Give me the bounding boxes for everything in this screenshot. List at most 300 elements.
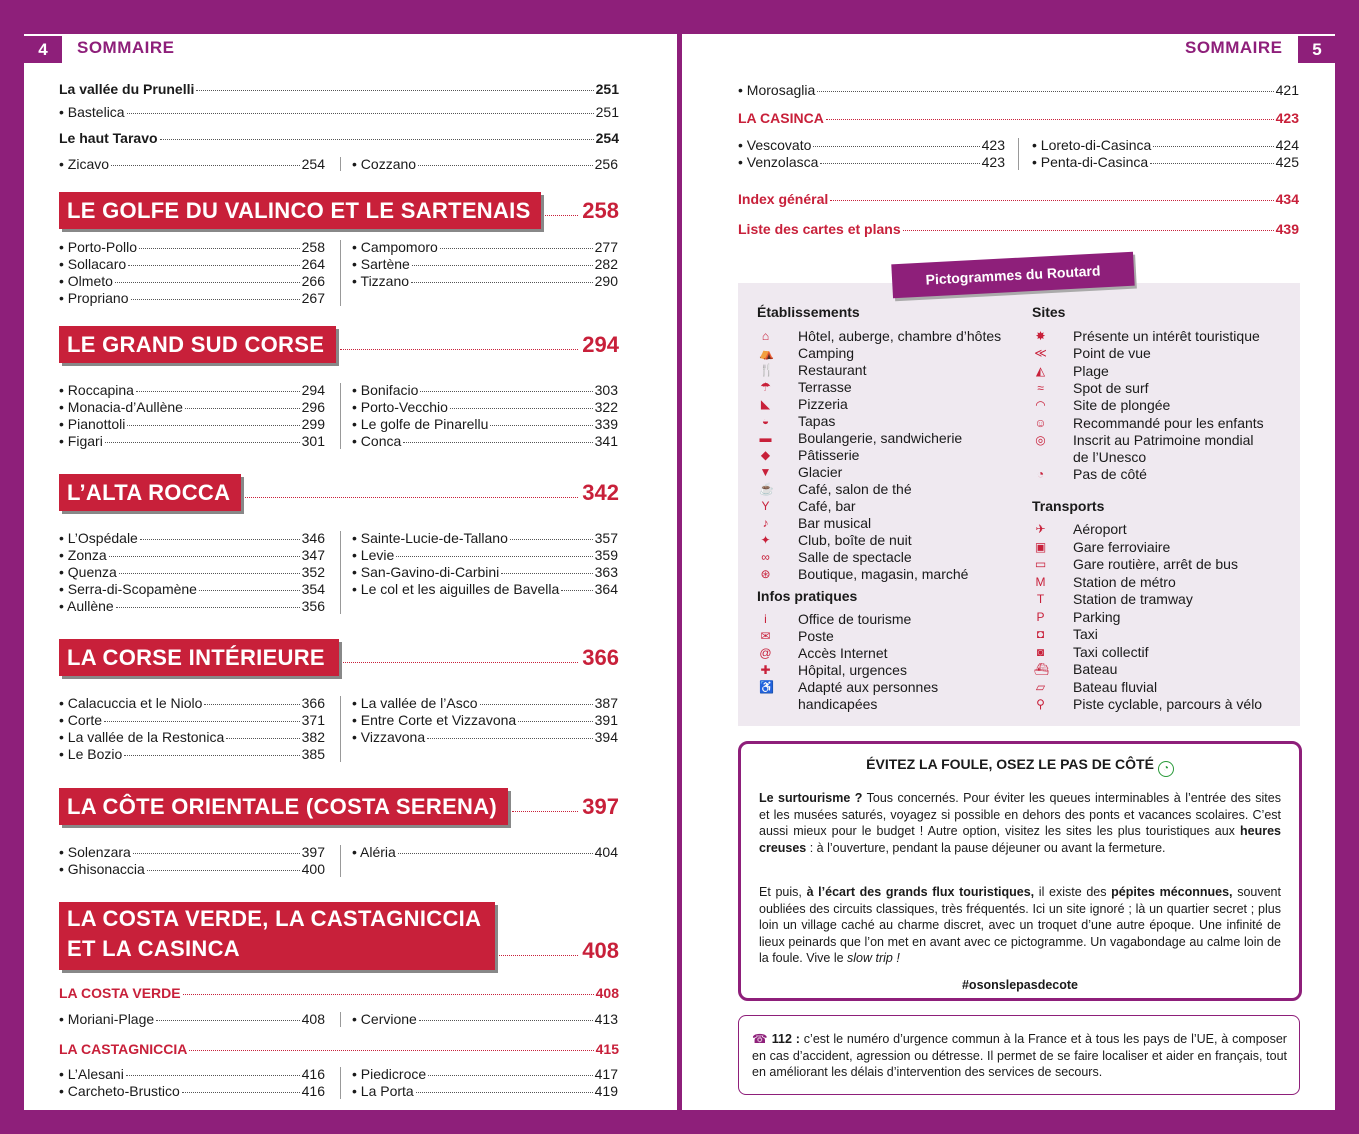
toc-entry	[352, 256, 618, 272]
tea-icon: ☕	[759, 482, 774, 496]
leader-dots	[820, 163, 979, 164]
toc-entry	[59, 712, 325, 728]
toc-entry-page: 419	[594, 1083, 618, 1099]
column-separator	[340, 383, 341, 449]
leader-dots	[826, 119, 1274, 120]
toc-entry-morosaglia	[738, 82, 1299, 98]
toc-entry	[352, 695, 618, 711]
avoid-paragraph-2	[759, 884, 1281, 967]
leader-dots	[109, 556, 300, 557]
leader-dots	[1150, 163, 1273, 164]
p1-bold: heures creuses	[759, 824, 1281, 855]
toc-entry-label: • Cervione	[352, 1011, 417, 1027]
leader-dots	[196, 90, 593, 91]
toc-entry	[59, 547, 325, 563]
etab-heading: Établissements	[757, 304, 860, 320]
toc-entry-page: 408	[301, 1011, 325, 1027]
toc-entry-label: • Sollacaro	[59, 256, 127, 272]
hotel-icon: ⌂	[761, 329, 770, 343]
pictogram-label: Gare ferroviaire	[1073, 538, 1171, 555]
toc-entry-page: 267	[301, 290, 325, 306]
leader-dots	[480, 704, 593, 705]
toc-entry	[59, 1066, 325, 1082]
section-page: 342	[582, 480, 619, 505]
column-separator	[340, 696, 341, 762]
toc-entry-label: • Sainte-Lucie-de-Tallano	[352, 530, 508, 546]
toc-entry-label: • Le col et les aiguilles de Bavella	[352, 581, 560, 597]
emergency-box	[738, 1015, 1300, 1095]
leader-dots	[185, 408, 300, 409]
toc-entry	[352, 712, 618, 728]
toc-entry-label: • Levie	[352, 547, 395, 563]
toc-entry-page: 303	[594, 382, 618, 398]
restaurant-icon: 🍴	[759, 363, 774, 377]
leader-dots	[183, 994, 594, 995]
leader-dots	[128, 265, 299, 266]
leader-dots	[450, 408, 593, 409]
pictogram-label: Point de vue	[1073, 345, 1151, 362]
toc-entry-page: 251	[595, 104, 619, 120]
leader-dots	[1153, 146, 1273, 147]
leader-dots	[199, 590, 300, 591]
section-page: 397	[582, 794, 619, 819]
toc-entry-label: • L’Alesani	[59, 1066, 124, 1082]
toc-entry	[59, 598, 325, 614]
pictogram-label: Parking	[1073, 608, 1121, 625]
tapas-icon: ◒	[761, 414, 770, 428]
column-separator	[340, 1067, 341, 1099]
leader-dots	[510, 539, 593, 540]
leader-dots	[116, 607, 300, 608]
pastry-icon: ◆	[760, 448, 771, 462]
toc-entry-label: • Le golfe de Pinarellu	[352, 416, 489, 432]
leader-dots	[127, 425, 299, 426]
pictogram-label: Glacier	[798, 464, 843, 480]
hashtag: #osonslepasdecote	[961, 978, 1078, 992]
info-icon: i	[764, 612, 767, 626]
toc-entry-page: 254	[301, 156, 325, 172]
airport-icon: ✈	[1035, 522, 1046, 536]
left-header: SOMMAIRE	[77, 38, 175, 57]
leader-dots	[226, 738, 299, 739]
toc-entry	[738, 154, 1005, 170]
toc-entry	[352, 564, 618, 580]
toc-entry-page: 400	[301, 861, 325, 877]
section-banner	[59, 788, 508, 825]
leader-dots	[817, 91, 1273, 92]
pictogram-label: Site de plongée	[1073, 397, 1171, 414]
shop-icon: ⊛	[760, 567, 771, 581]
emergency-lead: 112 :	[771, 1032, 800, 1046]
toc-entry-label: LA COSTA VERDE	[59, 985, 181, 1001]
leader-dots	[111, 165, 300, 166]
leader-dots	[182, 1092, 300, 1093]
dive-icon: ◠	[1035, 398, 1046, 413]
toc-entry-page: 359	[594, 547, 618, 563]
toc-entry-label: • San-Gavino-di-Carbini	[352, 564, 500, 580]
toc-entry-index	[738, 191, 1299, 207]
phone-icon: ☎	[752, 1032, 768, 1046]
pictogram-label: Café, salon de thé	[798, 481, 912, 497]
toc-entry	[352, 399, 618, 415]
toc-entry	[59, 273, 325, 289]
toc-entry	[59, 382, 325, 398]
camping-icon: ⛺	[759, 346, 774, 360]
toc-entry-page: 439	[1275, 221, 1299, 237]
section-title: ET LA CASINCA	[67, 936, 240, 961]
section-banner	[59, 326, 336, 363]
toc-entry-label: • Entre Corte et Vizzavona	[352, 712, 517, 728]
section-page: 294	[582, 332, 619, 357]
toc-entry-page: 423	[981, 137, 1005, 153]
p2-bold2: pépites méconnues,	[1111, 885, 1233, 899]
toc-entry-label: • Corte	[59, 712, 103, 728]
toc-entry-label: • Loreto-di-Casinca	[1032, 137, 1152, 153]
hospital-icon: ✚	[760, 663, 771, 677]
toc-entry	[59, 256, 325, 272]
toc-entry-label: LA CASINCA	[738, 110, 824, 126]
toc-entry	[59, 530, 325, 546]
toc-entry-label: • Olmeto	[59, 273, 113, 289]
leader-dots	[160, 139, 594, 140]
section-banner	[59, 474, 241, 511]
p1-lead: Le surtourisme ?	[759, 791, 863, 805]
pictogram-label: Accès Internet	[798, 645, 888, 661]
toc-entry	[352, 416, 618, 432]
toc-entry-page: 299	[301, 416, 325, 432]
section-banner	[59, 639, 339, 676]
pictogram-label: Salle de spectacle	[798, 549, 912, 565]
column-separator	[340, 1012, 341, 1027]
pictogram-label: Poste	[798, 628, 834, 644]
toc-entry-page: 258	[301, 239, 325, 255]
section-title: LE GRAND SUD CORSE	[67, 332, 325, 357]
toc-entry	[59, 290, 325, 306]
bar-icon: Y	[761, 499, 770, 513]
toc-entry-page: 256	[594, 156, 618, 172]
leader-dots	[127, 113, 594, 114]
bakery-icon: ▬	[759, 431, 772, 445]
toc-entry-page: 347	[301, 547, 325, 563]
toc-entry-label: • Aullène	[59, 598, 114, 614]
toc-entry-page: 294	[301, 382, 325, 398]
toc-entry	[59, 239, 325, 255]
leader-dots	[420, 391, 592, 392]
leader-dots	[189, 1050, 593, 1051]
leader-dots	[245, 497, 578, 498]
toc-entry-label: • Ghisonaccia	[59, 861, 145, 877]
leader-dots	[124, 755, 299, 756]
emergency-body: c’est le numéro d’urgence commun à la France et à tous les pays de l’UE, à composer en cas d’accident, agression ou détresse. Il permet de se faire localiser et aider en français, tout en améliorant les délais d’intervention des services de secours.	[752, 1032, 1287, 1079]
leader-dots	[561, 590, 592, 591]
pictogram-label: Station de tramway	[1073, 591, 1193, 607]
toc-entry-page: 423	[981, 154, 1005, 170]
leader-dots	[490, 425, 592, 426]
toc-entry-page: 415	[595, 1041, 619, 1057]
toc-entry-page: 341	[594, 433, 618, 449]
music-icon: ♪	[762, 516, 769, 530]
avoid-paragraph-1	[759, 790, 1281, 856]
toc-entry-page: 385	[301, 746, 325, 762]
toc-entry-label: • Le Bozio	[59, 746, 123, 762]
right-page-number: 5	[1298, 36, 1336, 63]
leader-dots	[518, 721, 592, 722]
toc-entry-page: 425	[1275, 154, 1299, 170]
toc-entry-label: • Figari	[59, 433, 103, 449]
toc-entry-label: • Zonza	[59, 547, 107, 563]
toc-entry-label: • Tizzano	[352, 273, 410, 289]
toc-entry-page: 387	[594, 695, 618, 711]
toc-entry-page: 424	[1275, 137, 1299, 153]
toc-entry	[352, 581, 618, 597]
toc-entry-bastelica	[59, 104, 619, 120]
toc-entry-label: • Calacuccia et le Niolo	[59, 695, 203, 711]
toc-entry-page: 339	[594, 416, 618, 432]
avoid-title	[741, 756, 1299, 777]
at-icon: @	[759, 646, 772, 660]
pictogram-label: Bar musical	[798, 515, 872, 531]
viewpoint-icon: ≪	[1034, 346, 1047, 361]
toc-entry	[352, 530, 618, 546]
toc-entry	[59, 581, 325, 597]
leader-dots	[412, 265, 593, 266]
toc-entry-page: 296	[301, 399, 325, 415]
toc-entry	[59, 861, 325, 877]
toc-entry-label: • Vescovato	[738, 137, 812, 153]
toc-entry-label: • La Porta	[352, 1083, 414, 1099]
toc-entry-label: • L’Ospédale	[59, 530, 138, 546]
leader-dots	[499, 955, 578, 956]
transports-heading: Transports	[1032, 498, 1105, 514]
wheelchair-icon: ♿	[759, 680, 774, 694]
pizza-icon: ◣	[760, 397, 771, 411]
toc-entry-label: • Porto-Vecchio	[352, 399, 448, 415]
section-title: L’ALTA ROCCA	[67, 480, 231, 505]
parking-icon: P	[1036, 609, 1045, 624]
club-icon: ✦	[760, 533, 771, 547]
boat-icon: ⛴	[1034, 662, 1050, 676]
leader-dots	[418, 165, 593, 166]
toc-entry-costa-verde	[59, 985, 619, 1001]
toc-entry-label: • Quenza	[59, 564, 117, 580]
emergency-text	[752, 1031, 1287, 1081]
leader-dots	[501, 573, 592, 574]
bus-icon: ▭	[1034, 557, 1047, 571]
toc-entry-page: 357	[594, 530, 618, 546]
pictogram-label: Gare routière, arrêt de bus	[1073, 556, 1238, 572]
leader-dots	[119, 573, 300, 574]
pictogram-label: Tapas	[798, 413, 836, 429]
terrace-icon: ☂	[760, 380, 771, 394]
pictogram-label: Spot de surf	[1073, 379, 1149, 396]
toc-entry-label: • Campomoro	[352, 239, 438, 255]
toc-entry-label: Index général	[738, 191, 829, 207]
taxi-icon: ◘	[1036, 627, 1045, 641]
left-page-number: 4	[24, 36, 62, 63]
toc-entry-page: 277	[594, 239, 618, 255]
pictogram-label: Piste cyclable, parcours à vélo	[1073, 696, 1263, 712]
pictogram-label: Inscrit au Patrimoine mondial	[1073, 431, 1254, 448]
toc-entry-label: • Monacia-d’Aullène	[59, 399, 183, 415]
section-page: 258	[582, 198, 619, 223]
toc-entry-label: • Pianottoli	[59, 416, 126, 432]
leader-dots	[813, 146, 979, 147]
section-banner	[59, 902, 495, 970]
toc-entry	[352, 273, 618, 289]
p2-c: souvent oubliées des circuits classiques, très fréquentés. Ici un site ignoré ; là un quartier secret ; plus loin un village caché au charme discret, avec un troquet d’une autre époque. Une infinité de lieux peinards que l’on met en avant avec ce pictogramme. Un vagabondage au calme loin de la foule. Vive le	[759, 885, 1281, 965]
section-page: 408	[582, 938, 619, 963]
shared-taxi-icon: ◙	[1036, 644, 1045, 659]
toc-entry-label: • La vallée de l’Asco	[352, 695, 478, 711]
toc-entry-page: 290	[594, 273, 618, 289]
toc-entry-label: • Sartène	[352, 256, 410, 272]
toc-entry-page: 413	[594, 1011, 618, 1027]
toc-entry-castagniccia	[59, 1041, 619, 1057]
toc-entry-label: Liste des cartes et plans	[738, 221, 901, 237]
p2-a: Et puis,	[759, 885, 807, 899]
toc-entry-page: 416	[301, 1083, 325, 1099]
pictogram-label: Boutique, magasin, marché	[798, 566, 969, 582]
toc-entry-label: • Piedicroce	[352, 1066, 427, 1082]
unesco-icon: ◎	[1035, 432, 1046, 447]
pictogram-label: Présente un intérêt touristique	[1073, 328, 1260, 344]
toc-entry-label: • Zicavo	[59, 156, 110, 172]
toc-entry-label: • La vallée de la Restonica	[59, 729, 225, 745]
leader-dots	[411, 282, 593, 283]
sites-heading: Sites	[1032, 304, 1066, 320]
p2-b: il existe des	[1034, 885, 1112, 899]
toc-entry-page: 394	[594, 729, 618, 745]
leader-dots	[105, 442, 300, 443]
pictogram-label: Camping	[798, 345, 855, 361]
river-boat-icon: ▱	[1035, 679, 1046, 694]
toc-entry-page: 366	[301, 695, 325, 711]
pictogram-label: Adapté aux personnes	[798, 679, 939, 695]
toc-entry-label: • Vizzavona	[352, 729, 426, 745]
toc-entry-page: 371	[301, 712, 325, 728]
mail-icon: ✉	[760, 629, 771, 643]
toc-entry-page: 251	[595, 81, 619, 97]
leader-dots	[440, 248, 593, 249]
leader-dots	[396, 556, 592, 557]
beach-icon: ◭	[1035, 363, 1046, 378]
section-page: 366	[582, 645, 619, 670]
toc-entry-page: 264	[301, 256, 325, 272]
toc-entry-casinca	[738, 110, 1299, 126]
toc-entry	[352, 547, 618, 563]
leader-dots	[416, 1092, 593, 1093]
toc-entry-page: 434	[1275, 191, 1299, 207]
toc-entry	[1032, 137, 1299, 153]
pictogram-title: Pictogrammes du Routard	[891, 252, 1134, 299]
interest-icon: ✸	[1035, 329, 1046, 343]
pictogram-label: Station de métro	[1073, 573, 1176, 590]
pictogram-label: Hôpital, urgences	[798, 662, 907, 678]
toc-entry-page: 416	[301, 1066, 325, 1082]
toc-entry-label: • Solenzara	[59, 844, 131, 860]
side-step-icon: ◔	[1036, 467, 1045, 482]
toc-entry-page: 354	[301, 581, 325, 597]
toc-entry-label: • Moriani-Plage	[59, 1011, 155, 1027]
toc-entry-label: • Propriano	[59, 290, 129, 306]
leader-dots	[104, 721, 300, 722]
toc-entry-label: La vallée du Prunelli	[59, 81, 195, 97]
toc-entry-label: • Carcheto-Brustico	[59, 1083, 180, 1099]
toc-entry-page: 417	[594, 1066, 618, 1082]
column-separator	[340, 157, 341, 171]
toc-entry	[1032, 154, 1299, 170]
avoid-title-text: ÉVITEZ LA FOULE, OSEZ LE PAS DE CÔTÉ	[866, 756, 1154, 772]
toc-entry-label: Le haut Taravo	[59, 130, 158, 146]
toc-entry-page: 397	[301, 844, 325, 860]
train-icon: ▣	[1034, 539, 1047, 554]
toc-entry	[59, 746, 325, 762]
leader-dots	[419, 1020, 593, 1021]
toc-entry	[59, 399, 325, 415]
pictogram-label: Taxi	[1073, 626, 1098, 642]
section-banner	[59, 192, 541, 229]
leader-dots	[512, 811, 578, 812]
toc-entry-page: 282	[594, 256, 618, 272]
toc-entry	[352, 844, 618, 860]
toc-entry	[59, 433, 325, 449]
toc-entry-page: 391	[594, 712, 618, 728]
toc-entry-label: • Bonifacio	[352, 382, 419, 398]
toc-entry-label: • Bastelica	[59, 104, 125, 120]
right-header: SOMMAIRE	[1185, 38, 1283, 57]
pictogram-label: Terrasse	[798, 379, 852, 395]
pictogram-label: Bateau	[1073, 661, 1118, 677]
toc-entry-page: 423	[1275, 110, 1299, 126]
surf-icon: ≈	[1037, 380, 1044, 395]
pictogram-label: de l’Unesco	[1073, 449, 1147, 466]
toc-entry	[59, 416, 325, 432]
section-title: LE GOLFE DU VALINCO ET LE SARTENAIS	[67, 198, 531, 223]
toc-entry	[352, 1083, 618, 1099]
toc-entry-label: • Morosaglia	[738, 82, 816, 98]
pictogram-label: Boulangerie, sandwicherie	[798, 430, 963, 446]
pictogram-label: Club, boîte de nuit	[798, 532, 912, 548]
toc-entry-label: • Penta-di-Casinca	[1032, 154, 1149, 170]
toc-entry-page: 408	[595, 985, 619, 1001]
toc-entry-page: 352	[301, 564, 325, 580]
leader-dots	[156, 1020, 299, 1021]
toc-entry	[738, 137, 1005, 153]
leader-dots	[340, 349, 578, 350]
toc-entry-page: 363	[594, 564, 618, 580]
leader-dots	[147, 870, 300, 871]
toc-entry-page: 421	[1275, 82, 1299, 98]
side-step-icon: ◔	[1158, 761, 1174, 777]
toc-entry-page: 266	[301, 273, 325, 289]
toc-entry-page: 404	[594, 844, 618, 860]
leader-dots	[427, 738, 593, 739]
pictogram-label: Pâtisserie	[798, 447, 860, 463]
leader-dots	[428, 1075, 592, 1076]
leader-dots	[830, 200, 1273, 201]
leader-dots	[133, 853, 300, 854]
column-separator	[1018, 138, 1019, 170]
toc-entry-label: • Roccapina	[59, 382, 134, 398]
bike-icon: ⚲	[1036, 697, 1045, 711]
pictogram-label: Café, bar	[798, 498, 856, 514]
section-title: LA COSTA VERDE, LA CASTAGNICCIA	[67, 906, 482, 931]
toc-entry-haut-taravo	[59, 130, 619, 146]
leader-dots	[403, 442, 592, 443]
p1-b: : à l’ouverture, pendant la pause déjeuner ou avant la fermeture.	[806, 840, 1166, 855]
pictogram-label: Plage	[1073, 362, 1109, 379]
leader-dots	[139, 248, 300, 249]
